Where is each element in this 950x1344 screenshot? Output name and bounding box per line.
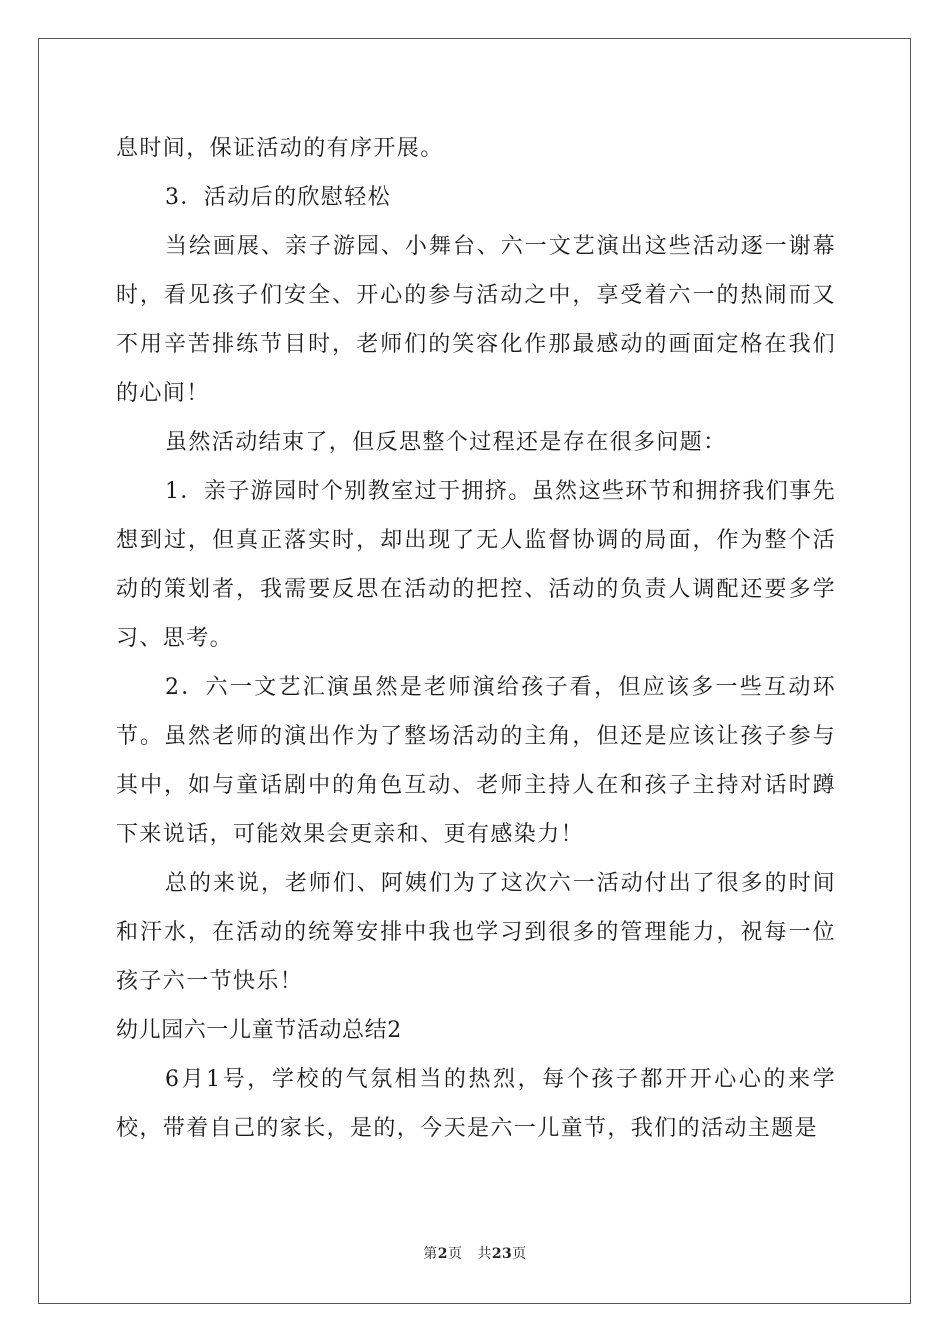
total-pages: 23: [491, 1246, 513, 1262]
page-suffix: 页: [447, 1246, 463, 1262]
paragraph: 总的来说，老师们、阿姨们为了这次六一活动付出了很多的时间和汗水，在活动的统筹安排中我也学习到很多的管理能力，祝每一位孩子六一节快乐！: [116, 871, 836, 994]
paragraph: 6月1号，学校的气氛相当的热烈，每个孩子都开开心心的来学校，带着自己的家长，是的，今天是六一儿童节，我们的活动主题是: [116, 1067, 836, 1141]
document-body: [116, 124, 836, 1153]
paragraph: 当绘画展、亲子游园、小舞台、六一文艺演出这些活动逐一谢幕时，看见孩子们安全、开心的参与活动之中，享受着六一的热闹而又不用辛苦排练节目时，老师们的笑容化作那最感动的画面定格在我们的心间！: [116, 234, 836, 406]
page-number: 2: [437, 1246, 448, 1262]
page-prefix: 第: [423, 1246, 438, 1262]
list-item-1: 1．亲子游园时个别教室过于拥挤。虽然这些环节和拥挤我们事先想到过，但真正落实时，却出现了无人监督协调的局面，作为整个活动的策划者，我需要反思在活动的把控、活动的负责人调配还要多学习、思考。: [116, 479, 836, 651]
paragraph: 虽然活动结束了，但反思整个过程还是存在很多问题：: [165, 430, 727, 455]
subheading-3: 3．活动后的欣慰轻松: [165, 185, 391, 210]
total-prefix: 共: [477, 1246, 492, 1262]
list-item-2: 2．六一文艺汇演虽然是老师演给孩子看，但应该多一些互动环节。虽然老师的演出作为了整场活动的主角，但还是应该让孩子参与其中，如与童话剧中的角色互动、老师主持人在和孩子主持对话时蹲下来说话，可能效果会更亲和、更有感染力！: [116, 675, 836, 847]
total-suffix: 页: [512, 1246, 527, 1262]
paragraph-continuation: 息时间，保证活动的有序开展。: [116, 136, 444, 161]
section-title: 幼儿园六一儿童节活动总结2: [116, 1018, 402, 1043]
page-footer: [0, 1243, 950, 1263]
